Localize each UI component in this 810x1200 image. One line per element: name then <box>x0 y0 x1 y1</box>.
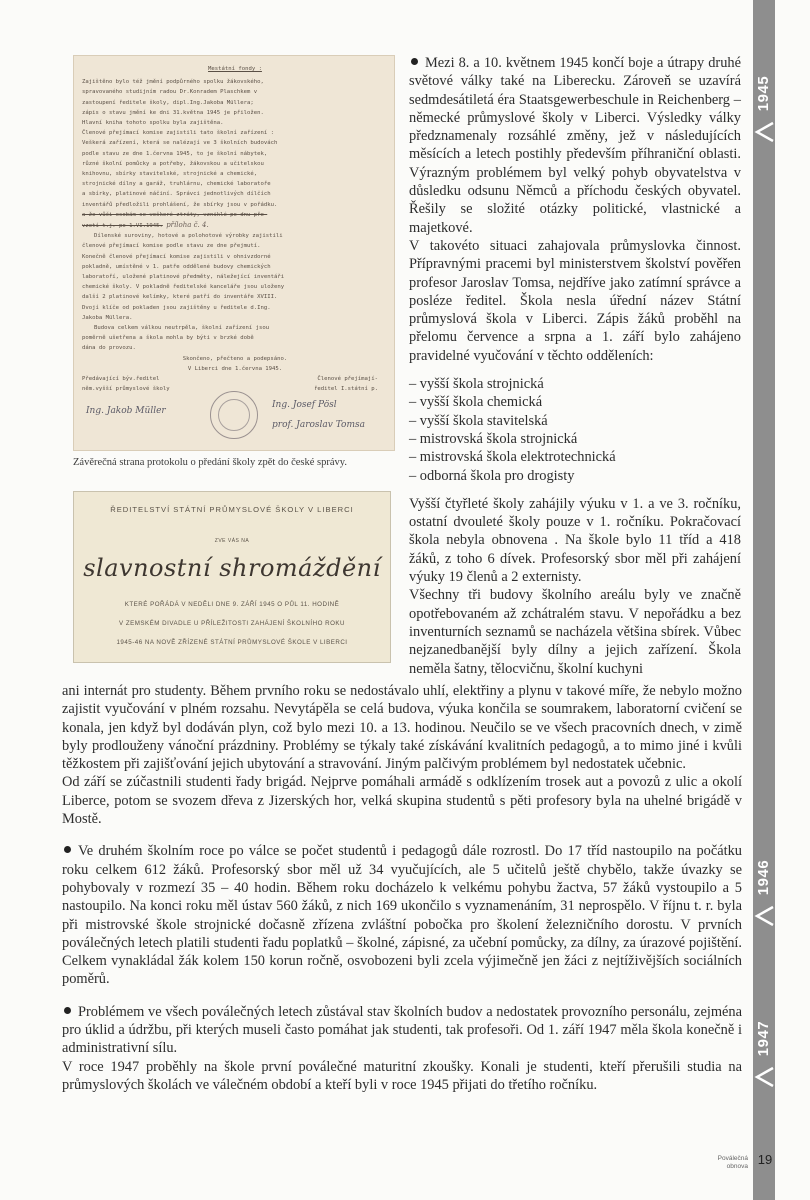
doc-line: zápis o stavu jmění ke dni 31.května 1945 je přiložen. <box>82 109 264 116</box>
list-item: – odborná škola pro drogisty <box>409 467 575 484</box>
protocol-document-image <box>73 55 395 451</box>
article-full-width <box>62 682 742 1094</box>
paragraph <box>62 1003 742 1058</box>
list-item: – mistrovská škola strojnická <box>409 430 578 447</box>
doc-sign-right-2: ředitel I.státní p. <box>314 386 378 393</box>
doc-line: Konečně členové přejímací komise zajistili v ohnivzdorné <box>82 253 271 260</box>
bullet-icon <box>64 1007 71 1014</box>
doc-line: laboratoří, uložené platinové předměty, náležející inventáři <box>82 274 285 281</box>
doc-line: Dílenské suroviny, hotové a polohotové výrobky zajistili <box>94 233 283 240</box>
official-stamp <box>210 391 258 439</box>
doc-line: pokladně, umístěné v 1. patře oddělené budovy chemických <box>82 263 271 270</box>
invitation-line-4: KTERÉ POŘÁDÁ V NEDĚLI DNE 9. ZÁŘÍ 1945 O PŮL 11. HODINĚ <box>124 601 340 608</box>
doc-line: chemické školy. V pokladně ředitelské kanceláře jsou uloženy <box>82 284 285 291</box>
list-item: – mistrovská škola elektrotechnická <box>409 449 616 466</box>
doc-struck-line: a že vůči osobám se veškeré ztráty, vzniklé po dnu pře- <box>82 211 268 218</box>
invitation-line-5: V ZEMSKÉM DIVADLE U PŘÍLEŽITOSTI ZAHÁJENÍ ŠKOLNÍHO ROKU <box>119 620 345 627</box>
chevron-left-icon <box>753 1065 775 1087</box>
paragraph: ani internát pro studenty. Během prvního roku se nedostávalo uhlí, elektřiny a plynu v takové míře, že nebylo možno zajistit vyučování v plném rozsahu. Nevytápěla se celá budova, výuka končila se soumrakem, laboratorní cvičení se konala, jen když byl dodáván plyn, což bylo mezi 10. a 13. hodinou. Neučilo se ve všech pracovních dnech, v zimě byly prodlouženy vánoční prázdniny. Problémy se týkaly také získávání kvalitních pedagogů, a to mimo jiné i kvůli těžkostem při zajišťování jejich ubytování a stravování. Jiným palčivým problémem byl nedostatek učebnic. <box>62 683 742 773</box>
doc-line: spravovaného studijním radou Dr.Konradem Plaschkem v <box>82 89 258 96</box>
doc-line: strojnické dílny a garáž, truhlárnu, chemické laboratoře <box>82 181 271 188</box>
year-label: 1945 <box>755 75 773 111</box>
section-label-line: obnova <box>726 1163 748 1170</box>
doc-title: Mestátní fondy : <box>208 66 262 72</box>
article-1947-section <box>62 1003 742 1094</box>
signature-left: Ing. Jakob Müller <box>86 405 166 416</box>
doc-sign-left-2: něm.vyšší průmyslové školy <box>82 386 170 393</box>
page-number: 19 <box>757 1152 773 1167</box>
doc-line: členové přejímací komise podle stavu ze dne přejmutí. <box>82 243 261 250</box>
list-item: – vyšší škola strojnická <box>409 376 544 393</box>
year-marker-1947 <box>753 1003 775 1103</box>
bullet-icon <box>64 846 71 853</box>
year-label: 1947 <box>755 1020 773 1056</box>
doc-closing: Skončeno, přečteno a podepsáno. <box>182 355 288 362</box>
list-item: – vyšší škola stavitelská <box>409 412 548 429</box>
chevron-left-icon <box>753 904 775 926</box>
doc-line: Dvojí klíče od pokladen jsou zajištěny u ředitele d.Ing. <box>82 304 271 311</box>
paragraph-1945-intro <box>409 54 741 237</box>
paragraph-text: Ve druhém školním roce po válce se počet studentů i pedagogů dále rozrostl. Do 17 tříd nastoupilo na počátku roku celkem 612 žáků. Profesorský sbor měl už 34 vyučujících, ale 5 učitelů ještě chybělo, takže úvazky se pohybovaly v rozmezí 35 – 40 hodin. Během roku docházelo k velkému pohybu žactva, 57 žáků vystoupilo a 5 nastoupilo. Na konci roku měl ústav 560 žáků, z nich 169 ukončilo s vyznamenáním, 31 neprospělo. V říjnu t. r. byla při mistrovské škole strojnické dočasně zřízena zvláštní pobočka pro školení železničního dorostu. V prvních poválečných letech platili studenti řadu poplatků – školné, zápisné, za učební pomůcky, za dílny, za úrazové pojištění. Celkem vynakládal žák kolem 150 korun ročně, osvobozeni byli zcela výjimečně jen žáci z nejtíživějších sociálních poměrů. <box>62 843 742 988</box>
doc-line: a sbírky, platinové náčiní. Správci jednotlivých dílčích <box>82 191 271 198</box>
list-item: – vyšší škola chemická <box>409 394 543 411</box>
bullet-icon <box>411 58 418 65</box>
signature-right-1: Ing. Josef Pösl <box>272 399 337 410</box>
article-full-width-1 <box>62 682 742 828</box>
doc-line: inventářů předložili prohlášení, že sbírky jsou v pořádku. <box>82 201 278 208</box>
invitation-line-2: ZVE VÁS NA <box>214 538 250 544</box>
invitation-line-6: 1945-46 NA NOVĚ ZŘÍZENÉ STÁTNÍ PRŮMYSLOVÉ ŠKOLE V LIBERCI <box>116 639 348 646</box>
doc-line: zastoupení ředitele školy, dipl.Ing.Jakoba Müllera; <box>82 99 254 106</box>
paragraph: V takovéto situaci zahajovala průmyslovka činnost. Přípravnými pracemi byl ministerstvem školství pověřen profesor Jaroslav Tomsa, nejdříve jako zatímní správce a posléze ředitel. Škola nesla úřední název Státní průmyslová škola v Liberci. Zápis žáků proběhl na přelomu července a srpna a 1. září bylo zahájeno pravidelné vyučování v těchto odděleních: <box>409 237 741 364</box>
doc-handwritten-note: příloha č. 4. <box>166 221 209 230</box>
doc-line: knihovnu, sbírky stavitelské, strojnické a chemické, <box>82 171 258 178</box>
doc-line: různé školní pomůcky a potřeby, žákovskou a učitelskou <box>82 160 264 167</box>
year-label: 1946 <box>755 859 773 895</box>
invitation-line-1: ŘEDITELSTVÍ STÁTNÍ PRŮMYSLOVÉ ŠKOLY V LIBERCI <box>110 505 354 514</box>
doc-place-date: V Liberci dne 1.června 1945. <box>187 365 283 372</box>
doc-line: Jakoba Müllera. <box>82 314 133 321</box>
doc-line: Veškerá zařízení, která se nalézají ve 3 školních budovách <box>82 140 278 147</box>
doc-line: podle stavu ze dne 1.června 1945, to je školní nábytek, <box>82 150 268 157</box>
paragraph: Vyšší čtyřleté školy zahájily výuku v 1. a ve 3. ročníku, ostatní dvouleté školy pouze v 1. ročníku. Pokračovací škola nebyla obnovena . Na škole bylo 11 tříd a 418 žáků, z toho 6 dívek. Profesorský sbor měl při zahájení výuky 19 členů a 2 externisty. <box>409 495 741 586</box>
invitation-headline: slavnostní shromáždění <box>83 554 381 582</box>
section-label <box>682 1155 748 1171</box>
department-list <box>409 375 741 485</box>
doc-sign-left-1: Předávající býv.ředitel <box>82 376 160 383</box>
year-marker-1946 <box>753 842 775 942</box>
article-1946-section <box>62 842 742 988</box>
paragraph-text: Problémem ve všech poválečných letech zůstával stav školních budov a nedostatek provozního personálu, zejména pro úklid a údržbu, při kterých museli často pomáhat jak studenti, tak profesoři. Od 1. září 1947 měla škola konečně i administrativní sílu. <box>62 1003 742 1057</box>
doc-line: Hlavní kniha tohoto spolku byla zajištěna. <box>82 120 224 127</box>
paragraph <box>62 842 742 988</box>
doc-line: Členové přejímací komise zajistili tato školní zařízení : <box>82 130 274 137</box>
doc-line: Budova celkem válkou neutrpěla, školní zařízení jsou <box>94 325 270 332</box>
paragraph-text: Mezi 8. a 10. květnem 1945 končí boje a útrapy druhé světové války také na Liberecku. Zároveň se uzavírá sedmdesátiletá éra Staatsgewerbeschule in Reichenberg – německé průmyslové školy v Liberci. Výsledky války předznamenaly rozsáhlé změny, jež v následujících měsících a letech postihly především příhraniční oblasti. Výrazným problémem byl velký pohyb obyvatelstva v důsledku odsunu Němců a příchodu českých obyvatel. Řešily se složité otázky politické, vlastnické a majetkové. <box>409 55 741 236</box>
doc-line: poměrně ušetřena a škola mohla by býti v brzké době <box>82 335 254 342</box>
doc-struck-line: vzetí t.j. po 1.VI.1945. <box>82 223 163 230</box>
doc-line: dána do provozu. <box>82 345 136 352</box>
doc-line: Zajištěno bylo též jmění podpůrného spolku žákovského, <box>82 79 264 86</box>
paragraph: V roce 1947 proběhly na škole první poválečné maturitní zkoušky. Konali je studenti, kteří přerušili studia na průmyslových školách ve válečném období a kteří byli v roce 1945 přijati do třetího ročníku. <box>62 1058 742 1093</box>
invitation-card-image <box>73 491 391 663</box>
year-marker-1945 <box>753 58 775 158</box>
chevron-left-icon <box>753 120 775 142</box>
doc-line: další 2 platinové kelímky, které patří do inventáře XVIII. <box>82 294 278 301</box>
article-column-right <box>409 54 741 678</box>
paragraph: Všechny tři budovy školního areálu byly ve značně opotřebovaném až zchátralém stavu. V nepořádku a bez inventurních seznamů se nacházela většina sbírek. Vůbec nejzanedbanější byly dílny a jejich zařízení. Škola neměla šatny, tělocvičnu, školní kuchyni <box>409 587 741 677</box>
section-label-line: Poválečná <box>717 1155 748 1162</box>
image-caption: Závěrečná strana protokolu o předání školy zpět do české správy. <box>73 457 347 468</box>
paragraph: Od září se zúčastnili studenti řady brigád. Nejprve pomáhali armádě s odklízením trosek aut a povozů z ulic a okolí Liberce, potom se svozem dřeva z Jizerských hor, velká skupina studentů s pěti profesory byla na uhelné brigádě v Mostě. <box>62 774 742 828</box>
doc-sign-right-1: Členové přejímají- <box>317 376 378 383</box>
signature-right-2: prof. Jaroslav Tomsa <box>272 419 365 430</box>
